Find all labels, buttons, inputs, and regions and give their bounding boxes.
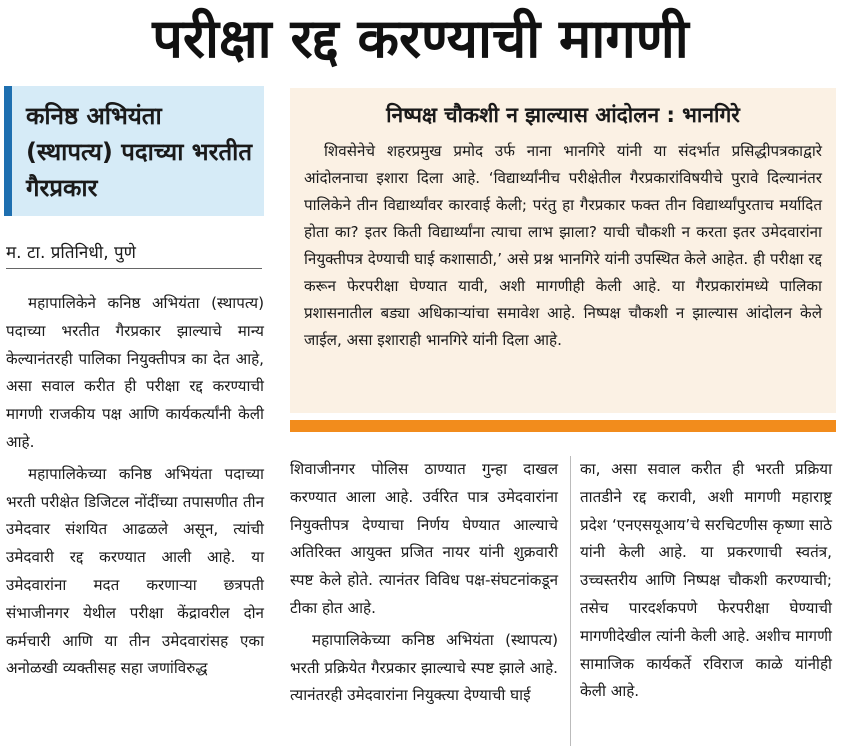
article-column-3 (580, 456, 832, 706)
column-divider (570, 456, 571, 746)
byline: म. टा. प्रतिनिधी, पुणे (6, 243, 136, 263)
sidebar-box (290, 88, 836, 413)
box-paragraph: शिवसेनेचे शहरप्रमुख प्रमोद उर्फ नाना भानगिरे यांनी या संदर्भात प्रसिद्धीपत्रकाद्वारे आंदोलनाचा इशारा दिला आहे. ‘विद्यार्थ्यांनीच परीक्षेतील गैरप्रकारांविषयीचे पुरावे दिल्यानंतर पालिकेने तीन विद्यार्थ्यांवर कारवाई केली; परंतु हा गैरप्रकार फक्त तीन विद्यार्थ्यांपुरताच मर्यादित होता का? इतर किती विद्यार्थ्यांना त्याचा लाभ झाला? याची चौकशी न करता इतर उमेदवारांना नियुक्तीपत्र देण्याची घाई कशासाठी,’ असे प्रश्न भानगिरे यांनी उपस्थित केले आहेत. ही परीक्षा रद्द करून फेरपरीक्षा घेण्यात यावी, अशी मागणीही केली आहे. या गैरप्रकारांमध्ये पालिका प्रशासनातील बड्या अधिकाऱ्यांचा समावेश आहे. निष्पक्ष चौकशी न झाल्यास आंदोलन केले जाईल, असा इशाराही भानगिरे यांनी दिला आहे. (304, 142, 822, 349)
article-column-1 (6, 290, 264, 683)
paragraph: का, असा सवाल करीत ही भरती प्रक्रिया तातडीने रद्द करावी, अशी मागणी महाराष्ट्र प्रदेश ‘एनएसयूआय’चे सरचिटणीस कृष्णा साठे यांनी केली आहे. या प्रकरणाची स्वतंत्र, उच्चस्तरीय आणि निष्पक्ष चौकशी करण्याची; तसेच पारदर्शकपणे फेरपरीक्षा घेण्याची मागणीदेखील त्यांनी केली आहे. अशीच मागणी सामाजिक कार्यकर्ते रविराज काळे यांनीही केली आहे. (580, 460, 832, 701)
paragraph: महापालिकेच्या कनिष्ठ अभियंता (स्थापत्य) भरती प्रक्रियेत गैरप्रकार झाल्याचे स्पष्ट झाले आहे. त्यानंतरही उमेदवारांना नियुक्त्या देण्याची घाई (290, 630, 558, 705)
box-text (304, 138, 822, 354)
box-title: निष्पक्ष चौकशी न झाल्यास आंदोलन : भानगिरे (386, 103, 740, 127)
paragraph: महापालिकेने कनिष्ठ अभियंता (स्थापत्य) पदाच्या भरतीत गैरप्रकार झाल्याचे मान्य केल्यानंतरही पालिका नियुक्तीपत्र का देत आहे, असा सवाल करीत ही परीक्षा रद्द करण्याची मागणी राजकीय पक्ष आणि कार्यकर्त्यांनी केली आहे. (6, 294, 264, 451)
orange-divider (290, 420, 836, 432)
byline-divider (6, 268, 262, 269)
paragraph: शिवाजीनगर पोलिस ठाण्यात गुन्हा दाखल करण्यात आला आहे. उर्वरित पात्र उमेदवारांना नियुक्तीपत्र देण्याचा निर्णय घेण्यात आल्याचे अतिरिक्त आयुक्त प्रजित नायर यांनी शुक्रवारी स्पष्ट केले होते. त्यानंतर विविध पक्ष-संघटनांकडून टीका होत आहे. (290, 460, 558, 617)
headline: परीक्षा रद्द करण्याची मागणी (152, 7, 689, 70)
paragraph: महापालिकेच्या कनिष्ठ अभियंता पदाच्या भरती परीक्षेत डिजिटल नोंदींच्या तपासणीत तीन उमेदवार संशयित आढळले असून, त्यांची उमेदवारी रद्द करण्यात आली आहे. या उमेदवारांना मदत करणाऱ्या छत्रपती संभाजीनगर येथील परीक्षा केंद्रावरील दोन कर्मचारी आणि या तीन उमेदवारांसह एका अनोळखी व्यक्तीसह सहा जणांविरुद्ध (6, 464, 264, 678)
subheadline: कनिष्ठ अभियंता (स्थापत्य) पदाच्या भरतीत गैरप्रकार (4, 86, 264, 216)
article-column-2 (290, 456, 558, 710)
